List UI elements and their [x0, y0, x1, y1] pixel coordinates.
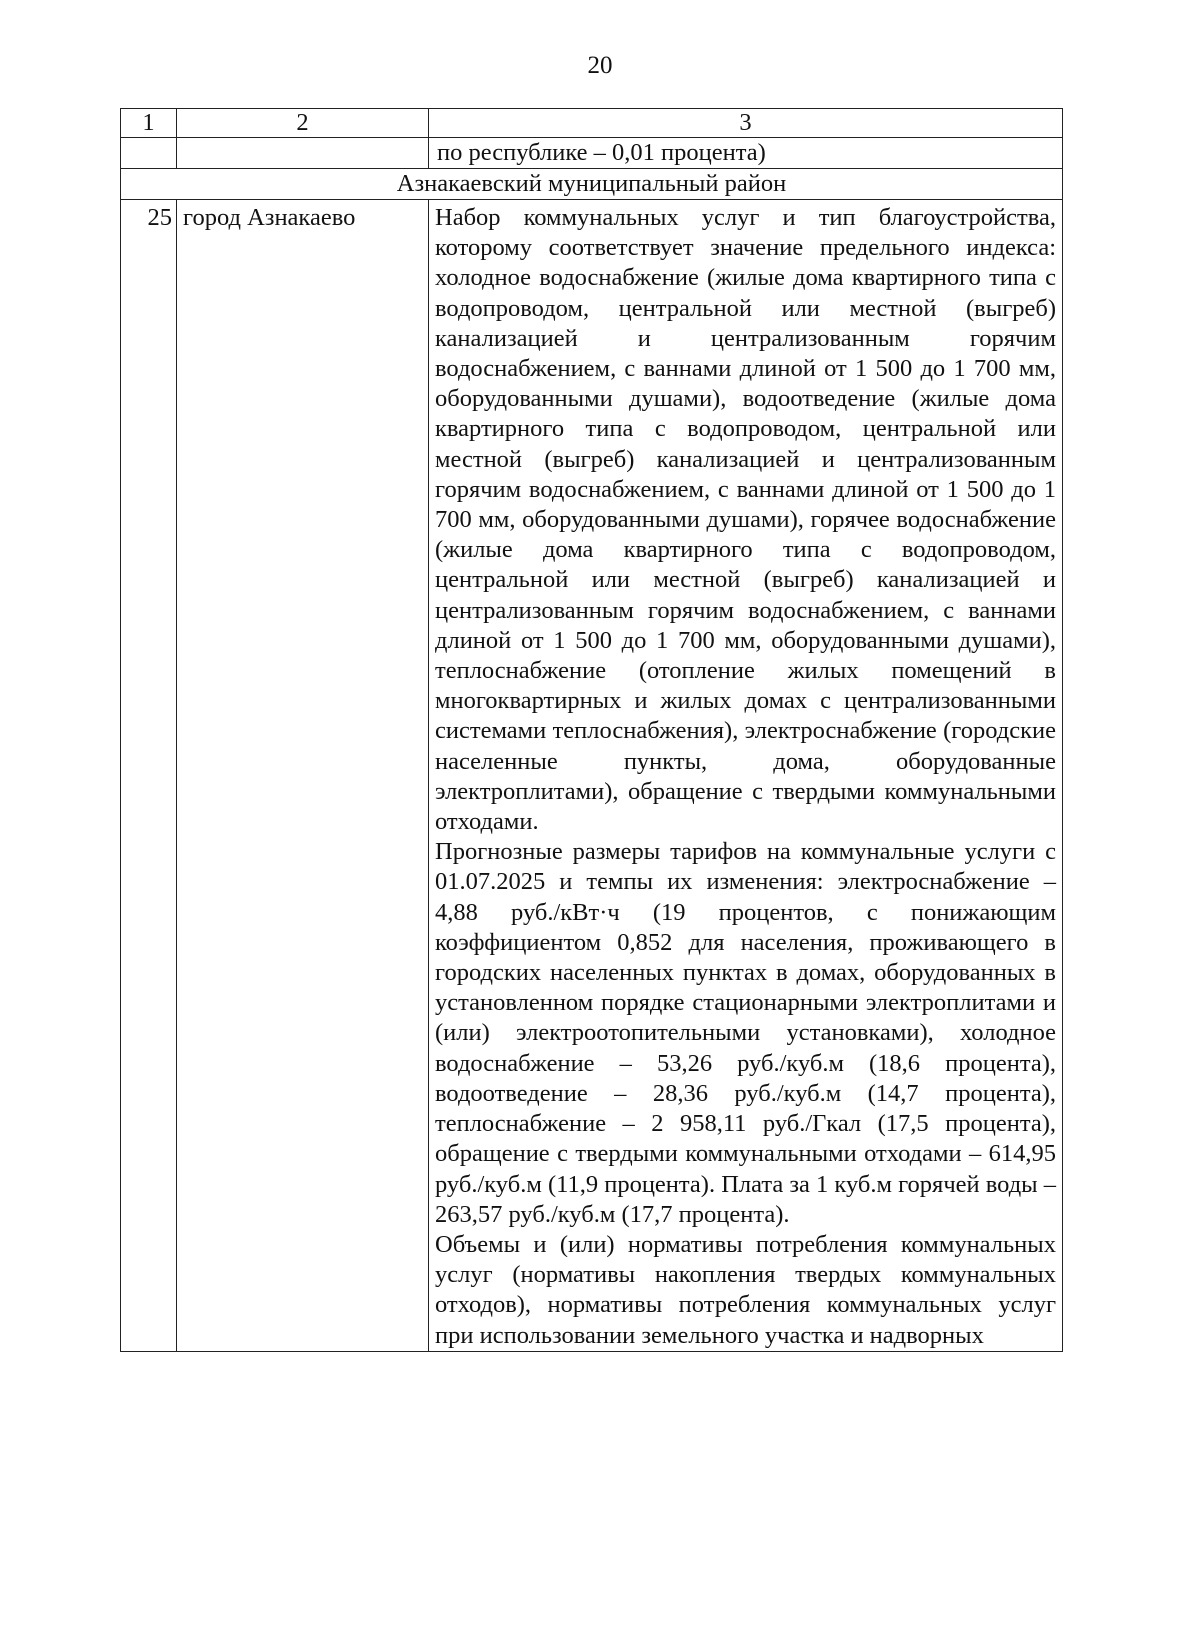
- page-number: 20: [587, 52, 613, 79]
- continuation-cell-1: [121, 138, 177, 169]
- paragraph-services: Набор коммунальных услуг и тип благоустройства, которому соответствует значение предельного индекса: холодное водоснабжение (жилые дома квартирного типа с водопроводом, центральной или местной (выгреб) канализацией и централизованным горячим водоснабжением, с ваннами длиной от 1 500 до 1 700 мм, оборудованными душами), водоотведение (жилые дома квартирного типа с водопроводом, центральной или местной (выгреб) канализацией и централизованным горячим водоснабжением, с ваннами длиной от 1 500 до 1 700 мм, оборудованными душами), горячее водоснабжение (жилые дома квартирного типа с водопроводом, центральной или местной (выгреб) канализацией и централизованным горячим водоснабжением, с ваннами длиной от 1 500 до 1 700 мм, оборудованными душами), теплоснабжение (отопление жилых помещений в многоквартирных и жилых домах с централизованными системами теплоснабжения), электроснабжение (городские населенные пункты, дома, оборудованные электроплитами), обращение с твердыми коммунальными отходами.: [435, 204, 1056, 836]
- table-header-row: [121, 109, 1063, 138]
- column-header-2: 2: [177, 109, 429, 138]
- continuation-row: [121, 138, 1063, 169]
- paragraph-tariffs: Прогнозные размеры тарифов на коммунальные услуги с 01.07.2025 и темпы их изменения: электроснабжение – 4,88 руб./кВт·ч (19 процентов, с понижающим коэффициентом 0,852 для населения, проживающего в городских населенных пунктах в домах, оборудованных в установленном порядке стационарными электроплитами и (или) электроотопительными установками), холодное водоснабжение – 53,26 руб./куб.м (18,6 процента), водоотведение – 28,36 руб./куб.м (14,7 процента), теплоснабжение – 2 958,11 руб./Гкал (17,5 процента), обращение с твердыми коммунальными отходами – 614,95 руб./куб.м (11,9 процента). Плата за 1 куб.м горячей воды – 263,57 руб./куб.м (17,7 процента).: [435, 838, 1057, 1228]
- tariff-table: [120, 108, 1063, 1352]
- table-row: [121, 200, 1063, 1352]
- continuation-cell-2: [177, 138, 429, 169]
- column-header-1: 1: [121, 109, 177, 138]
- district-name: Азнакаевский муниципальный район: [121, 169, 1063, 200]
- paragraph-volumes: Объемы и (или) нормативы потребления коммунальных услуг (нормативы накопления твердых коммунальных отходов), нормативы потребления коммунальных услуг при использовании земельного участка и надворных: [435, 1230, 1056, 1349]
- column-header-3: 3: [429, 109, 1063, 138]
- row-content: [429, 200, 1063, 1352]
- settlement-name: город Азнакаево: [177, 200, 429, 1352]
- district-row: [121, 169, 1063, 200]
- row-number: 25: [121, 200, 177, 1352]
- continuation-text: по республике – 0,01 процента): [429, 138, 1063, 169]
